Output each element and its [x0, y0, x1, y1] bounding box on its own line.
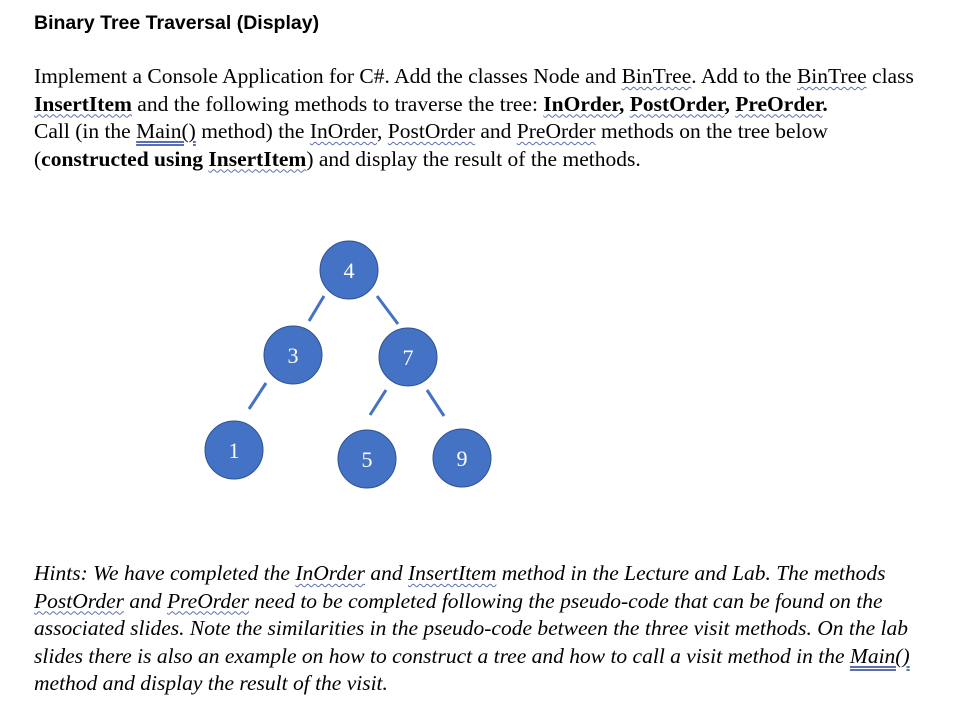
- tree-node-3: [264, 326, 322, 384]
- inorder-term: InOrder: [309, 119, 378, 143]
- node-label: 5: [361, 447, 373, 472]
- text-segment: ) and display the result of the methods.: [306, 146, 641, 171]
- node-label: 1: [228, 438, 240, 463]
- tree-nodes: [205, 241, 491, 488]
- preorder-term: PreOrder: [516, 119, 596, 143]
- page-title: Binary Tree Traversal (Display): [34, 12, 320, 34]
- text-segment: method in the Lecture and Lab. The methods: [496, 561, 886, 585]
- tree-node-5: [338, 430, 396, 488]
- node-label: 7: [402, 345, 414, 370]
- insertitem-term: InsertItem: [34, 91, 132, 116]
- text-segment: and the following methods to traverse the tree:: [131, 91, 544, 116]
- inorder-term: InOrder: [543, 91, 619, 116]
- text-segment: and: [364, 561, 408, 585]
- node-label: 3: [287, 343, 299, 368]
- text-segment: and: [123, 588, 167, 613]
- text-segment: . Add to the: [691, 64, 797, 88]
- text-segment: ,: [377, 119, 388, 143]
- node-label: 9: [456, 446, 468, 471]
- text-segment: Implement a Console Application for C#. Add the classes Node and: [34, 64, 622, 88]
- text-segment: ,: [618, 91, 630, 116]
- text-segment: and: [474, 119, 517, 143]
- edge-7-5: [370, 390, 386, 415]
- bintree-term: BinTree: [621, 64, 692, 88]
- edge-4-3: [309, 296, 324, 321]
- inorder-term: InOrder: [295, 561, 365, 585]
- text-segment: method and display the result of the visit.: [34, 671, 388, 695]
- edge-3-1: [249, 383, 266, 409]
- edge-4-7: [377, 296, 398, 324]
- text-segment: constructed using: [41, 146, 209, 171]
- text-segment: need to be completed following the pseudo-code that can be found on the associated slides. Note the similarities in the pseudo-code between the three visit methods. On the lab slides there is also an example on how to construct a tree and how to call a visit method in the: [34, 588, 908, 668]
- text-segment: methods on the tree below (: [34, 119, 828, 171]
- edge-7-9: [427, 390, 444, 416]
- text-segment: Hints: We have completed the: [34, 561, 296, 585]
- main-term: Main(): [849, 643, 910, 668]
- node-label: 4: [343, 258, 355, 283]
- preorder-term: PreOrder: [166, 588, 249, 613]
- bintree-term: BinTree: [796, 64, 867, 88]
- postorder-term: PostOrder: [387, 119, 475, 143]
- main-term: Main(): [136, 119, 196, 143]
- postorder-term: PostOrder: [34, 588, 124, 613]
- tree-node-7: [379, 328, 437, 386]
- tree-node-1: [205, 421, 263, 479]
- text-segment: .: [822, 91, 828, 116]
- postorder-term: PostOrder: [629, 91, 725, 116]
- insertitem-term: InsertItem: [208, 146, 307, 171]
- tree-node-4: [320, 241, 378, 299]
- tree-node-9: [433, 429, 491, 487]
- text-segment: Call (in the: [34, 119, 137, 143]
- text-segment: class: [866, 64, 914, 88]
- text-segment: method) the: [195, 119, 310, 143]
- hints-paragraph: [34, 560, 944, 698]
- text-segment: ,: [724, 91, 736, 116]
- preorder-term: PreOrder: [735, 91, 823, 116]
- insertitem-term: InsertItem: [407, 561, 497, 585]
